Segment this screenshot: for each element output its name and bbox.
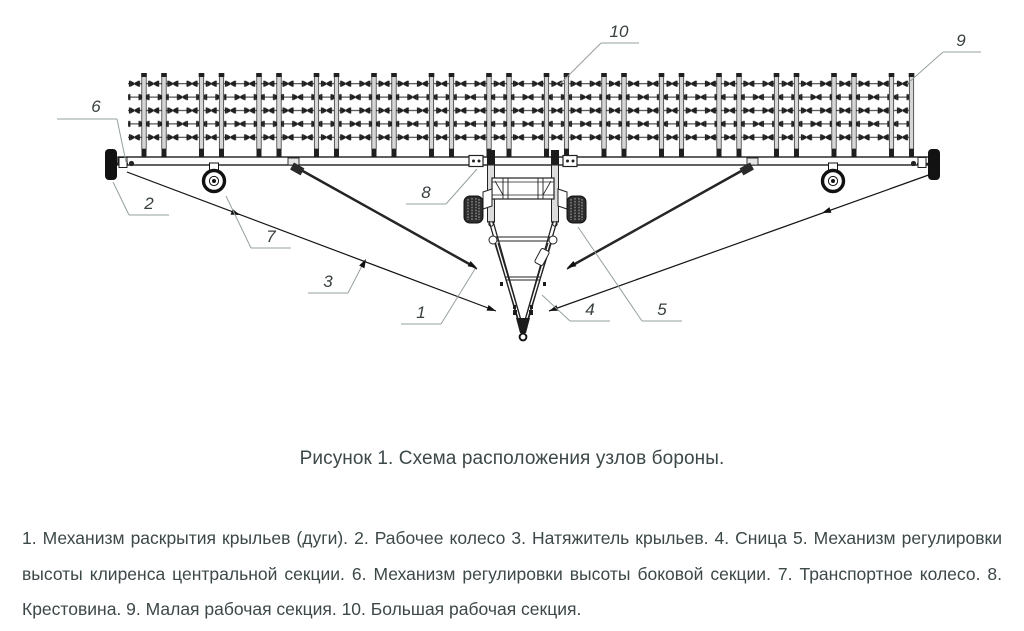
tine-field <box>128 73 914 158</box>
wing-opening-brace-right <box>566 163 754 271</box>
wing-opening-brace-left <box>290 163 478 271</box>
transport-wheel-left <box>204 163 225 192</box>
callout-9 <box>907 31 981 84</box>
clearance-rack <box>492 178 554 199</box>
wing-tensioner-right <box>548 172 937 314</box>
callout-10-number: 10 <box>609 22 629 41</box>
cross-coupling-right <box>563 156 577 167</box>
callout-10 <box>560 22 639 84</box>
callout-8-number: 8 <box>421 183 431 202</box>
callout-9-number: 9 <box>956 31 966 50</box>
cross-coupling-left <box>469 156 483 167</box>
working-wheel-left <box>464 196 483 223</box>
callout-4 <box>542 295 610 321</box>
hitch <box>513 310 533 340</box>
callout-2 <box>113 182 169 215</box>
callout-5-number: 5 <box>657 300 667 319</box>
wing-end-left <box>105 149 134 180</box>
transport-wheel-right <box>823 163 844 192</box>
main-beam <box>118 156 936 167</box>
callout-1-number: 1 <box>416 303 426 322</box>
central-section <box>464 150 586 340</box>
callout-2-number: 2 <box>144 194 154 213</box>
callout-6-number: 6 <box>91 97 101 116</box>
callout-3 <box>308 258 369 293</box>
legend-paragraph: 1. Механизм раскрытия крыльев (дуги). 2. Рабочее колесо 3. Натяжитель крыльев. 4. Сница 5. Механизм регулировки высоты клиренса центральной секции. 6. Механизм регулировки высоты боковой секции. 7. Транспортное колесо. 8. Крестовина. 9. Малая рабочая секция. 10. Большая рабочая секция. <box>22 528 1002 619</box>
callout-4-number: 4 <box>585 300 595 319</box>
callout-1 <box>401 269 475 324</box>
drawbar <box>489 221 557 331</box>
callout-7-number: 7 <box>266 227 276 246</box>
figure-caption: Рисунок 1. Схема расположения узлов бороны. <box>299 448 725 469</box>
working-wheel-right <box>567 196 586 223</box>
callout-3-number: 3 <box>323 272 333 291</box>
wing-end-right <box>911 149 940 180</box>
